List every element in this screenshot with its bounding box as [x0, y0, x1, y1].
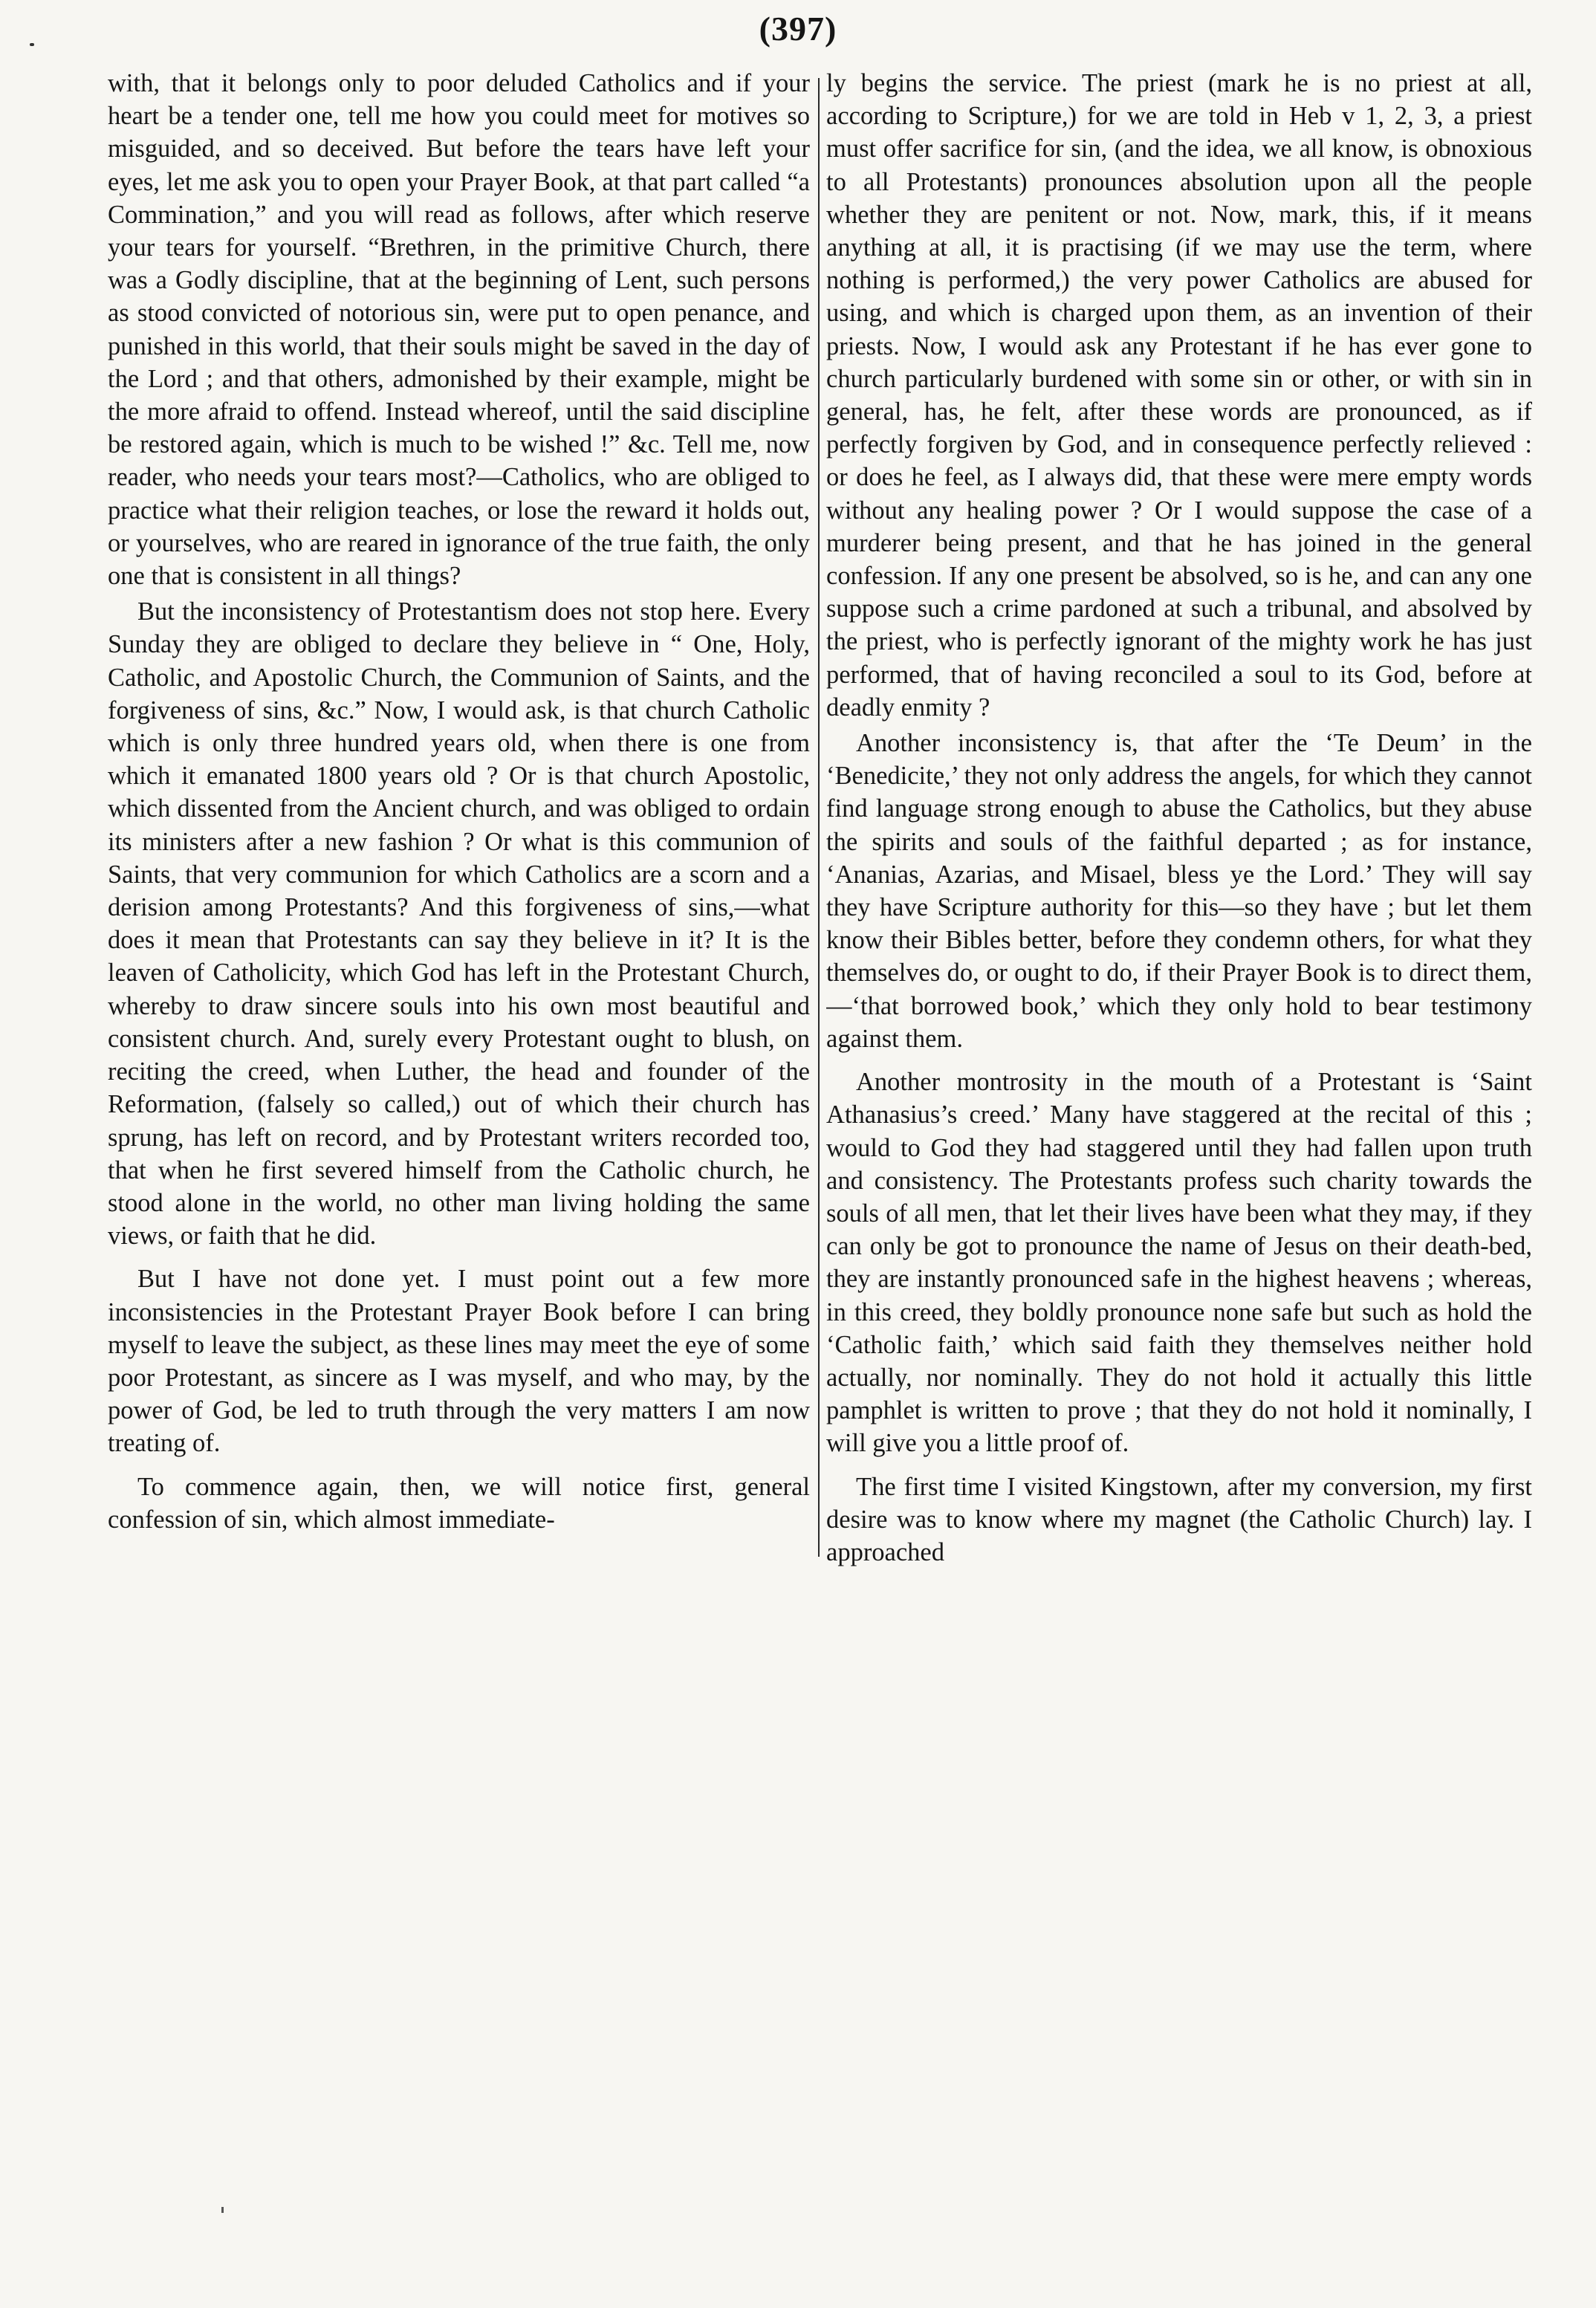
left-column [108, 67, 810, 1568]
paragraph-athanasius-creed: Another montrosity in the mouth of a Protestant is ‘Saint Athanasius’s creed.’ Many have staggered at the recital of this ; would to God they had staggered until they had fallen upon truth and consistency. The Protestants profess such charity towards the souls of all men, that let their lives have been what they may, if they can only be got to pronounce the name of Jesus on their death-bed, they are instantly pronounced safe in the highest heavens ; whereas, in this creed, they boldly pronounce none safe but such as hold the ‘Catholic faith,’ which said faith they themselves neither hold actually, nor nominally. They do not hold it actually this little pamphlet is written to prove ; that they do not hold it nominally, I will give you a little proof of. [826, 1068, 1532, 1458]
column-divider [818, 78, 820, 1557]
right-column [826, 67, 1532, 1568]
paragraph-general-confession: To commence again, then, we will notice first, general confession of sin, which almost immediate- [108, 1472, 810, 1534]
paragraph-absolution: ly begins the service. The priest (mark he is no priest at all, according to Scripture,) for we are told in Heb v 1, 2, 3, a priest must offer sacrifice for sin, (and the idea, we all know, is obnoxious to all Protestants) pronounces absolution upon all the people whether they are penitent or not. Now, mark, this, if it means anything at all, it is practising (if we may use the term, where nothing is performed,) the very power Catholics are abused for using, and which is charged upon them, as an invention of their priests. Now, I would ask any Protestant if he has ever gone to church particularly burdened with some sin or other, or with sin in general, has, he felt, after these words are pronounced, as if perfectly forgiven by God, and in consequence perfectly relieved : or does he feel, as I always did, that these were mere empty words without any healing power ? Or I would suppose the case of a murderer being present, and that he has joined in the general confession. If any one present be absolved, so is he, and can any one suppose such a crime pardoned at such a tribunal, and absolved by the priest, who is perfectly ignorant of the mighty work he has just performed, that of having reconciled a soul to its God, before at deadly enmity ? [826, 69, 1532, 722]
paragraph-commination: with, that it belongs only to poor deluded Catholics and if your heart be a tender one, tell me how you could meet for motives so misguided, and so deceived. But before the tears have left your eyes, let me ask you to open your Prayer Book, at that part called “a Commination,” and you will read as follows, after which reserve your tears for yourself. “Brethren, in the primitive Church, there was a Godly discipline, that at the beginning of Lent, such persons as stood convicted of notorious sin, were put to open penance, and punished in this world, that their souls might be saved in the day of the Lord ; and that others, admonished by their example, might be the more afraid to offend. Instead whereof, until the said discipline be restored again, which is much to be wished !” &c. Tell me, now reader, who needs your tears most?—Catholics, who are obliged to practice what their religion teaches, or lose the reward it holds out, or yourselves, who are reared in ignorance of the true faith, the only one that is consistent in all things? [108, 69, 810, 591]
paragraph-kingstown: The first time I visited Kingstown, after my conversion, my first desire was to know where my magnet (the Catholic Church) lay. I approached [826, 1472, 1532, 1566]
page-speck-bottom [221, 2207, 224, 2213]
page-number: (397) [759, 10, 837, 48]
paragraph-not-done-yet: But I have not done yet. I must point out a few more inconsistencies in the Protestant Prayer Book before I can bring myself to leave the subject, as these lines may meet the eye of some poor Protestant, as sincere as I was myself, and who may, by the power of God, be led to truth through the very matters I am now treating of. [108, 1265, 810, 1458]
paragraph-creed-inconsistency: But the inconsistency of Protestantism does not stop here. Every Sunday they are obliged to declare they believe in “ One, Holy, Catholic, and Apostolic Church, the Communion of Saints, and the forgiveness of sins, &c.” Now, I would ask, is that church Catholic which is only three hundred years old, when there is one from which it emanated 1800 years old ? Or is that church Apostolic, which dissented from the Ancient church, and was obliged to ordain its ministers after a new fashion ? Or what is this communion of Saints, that very communion for which Catholics are a scorn and a derision among Protestants? And this forgiveness of sins,—what does it mean that Protestants can say they believe in it? It is the leaven of Catholicity, which God has left in the Protestant Church, whereby to draw sincere souls into his own most beautiful and consistent church. And, surely every Protestant ought to blush, on reciting the creed, when Luther, the head and founder of the Reformation, (falsely so called,) out of which their church has sprung, has left on record, and by Protestant writers recorded too, that when he first severed himself from the Catholic church, he stood alone in the world, no other man living holding the same views, or faith that he did. [108, 597, 810, 1251]
paragraph-te-deum: Another inconsistency is, that after the ‘Te Deum’ in the ‘Benedicite,’ they not only address the angels, for which they cannot find language strong enough to abuse the Catholics, but they abuse the spirits and souls of the faithful departed ; as for instance, ‘Ananias, Azarias, and Misael, bless ye the Lord.’ They will say they have Scripture authority for this—so they have ; but let them know their Bibles better, before they condemn others, for what they themselves do, or ought to do, if their Prayer Book is to direct them,—‘that borrowed book,’ which they only hold to bear testimony against them. [826, 729, 1532, 1053]
